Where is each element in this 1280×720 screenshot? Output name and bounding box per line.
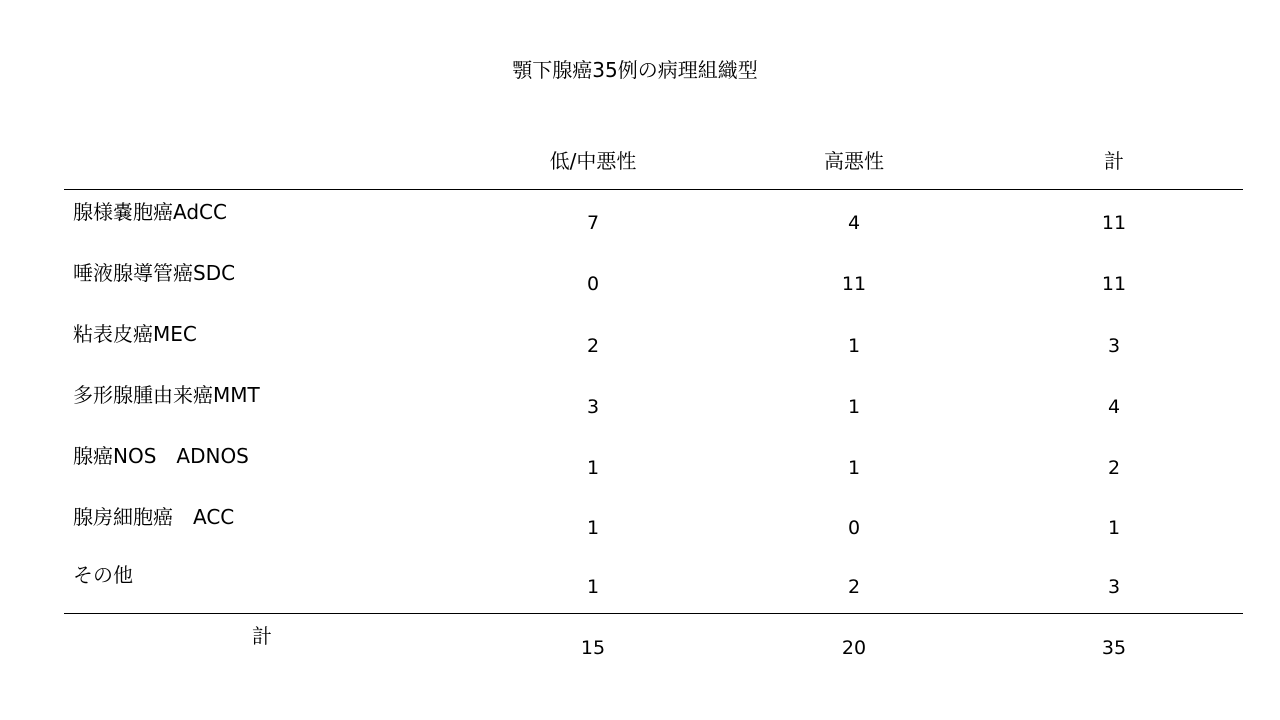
table-cell: 1 [847,457,861,479]
table-title: 顎下腺癌35例の病理組織型 [512,58,758,82]
table-cell: 1 [586,576,600,598]
table-cell: 1 [1107,517,1121,539]
column-header-low-mid: 低/中悪性 [549,149,637,173]
table-cell: 4 [1107,396,1121,418]
row-label: 腺様嚢胞癌AdCC [73,200,227,224]
column-header-total: 計 [1104,149,1124,173]
table-cell: 7 [586,212,600,234]
table-cell: 0 [847,517,861,539]
row-label: 唾液腺導管癌SDC [73,261,236,285]
row-label: 多形腺腫由来癌MMT [73,383,260,407]
total-cell: 35 [1101,637,1127,659]
table-cell: 3 [1107,335,1121,357]
table-cell: 0 [586,273,600,295]
row-label: 腺房細胞癌 ACC [73,505,235,529]
table-cell: 2 [1107,457,1121,479]
table-cell: 1 [586,517,600,539]
table-cell: 2 [586,335,600,357]
table-cell: 11 [841,273,867,295]
total-cell: 15 [580,637,606,659]
row-label: 粘表皮癌MEC [73,322,197,346]
header-rule [64,189,1243,190]
total-rule [64,613,1243,614]
table-cell: 11 [1101,212,1127,234]
table-cell: 3 [586,396,600,418]
row-label: その他 [73,563,133,587]
table-cell: 2 [847,576,861,598]
table-cell: 3 [1107,576,1121,598]
column-header-high: 高悪性 [824,149,884,173]
total-row-label: 計 [252,624,272,648]
table-cell: 1 [847,396,861,418]
total-cell: 20 [841,637,867,659]
table-cell: 4 [847,212,861,234]
table-cell: 11 [1101,273,1127,295]
row-label: 腺癌NOS ADNOS [73,444,249,468]
table-cell: 1 [586,457,600,479]
table-cell: 1 [847,335,861,357]
